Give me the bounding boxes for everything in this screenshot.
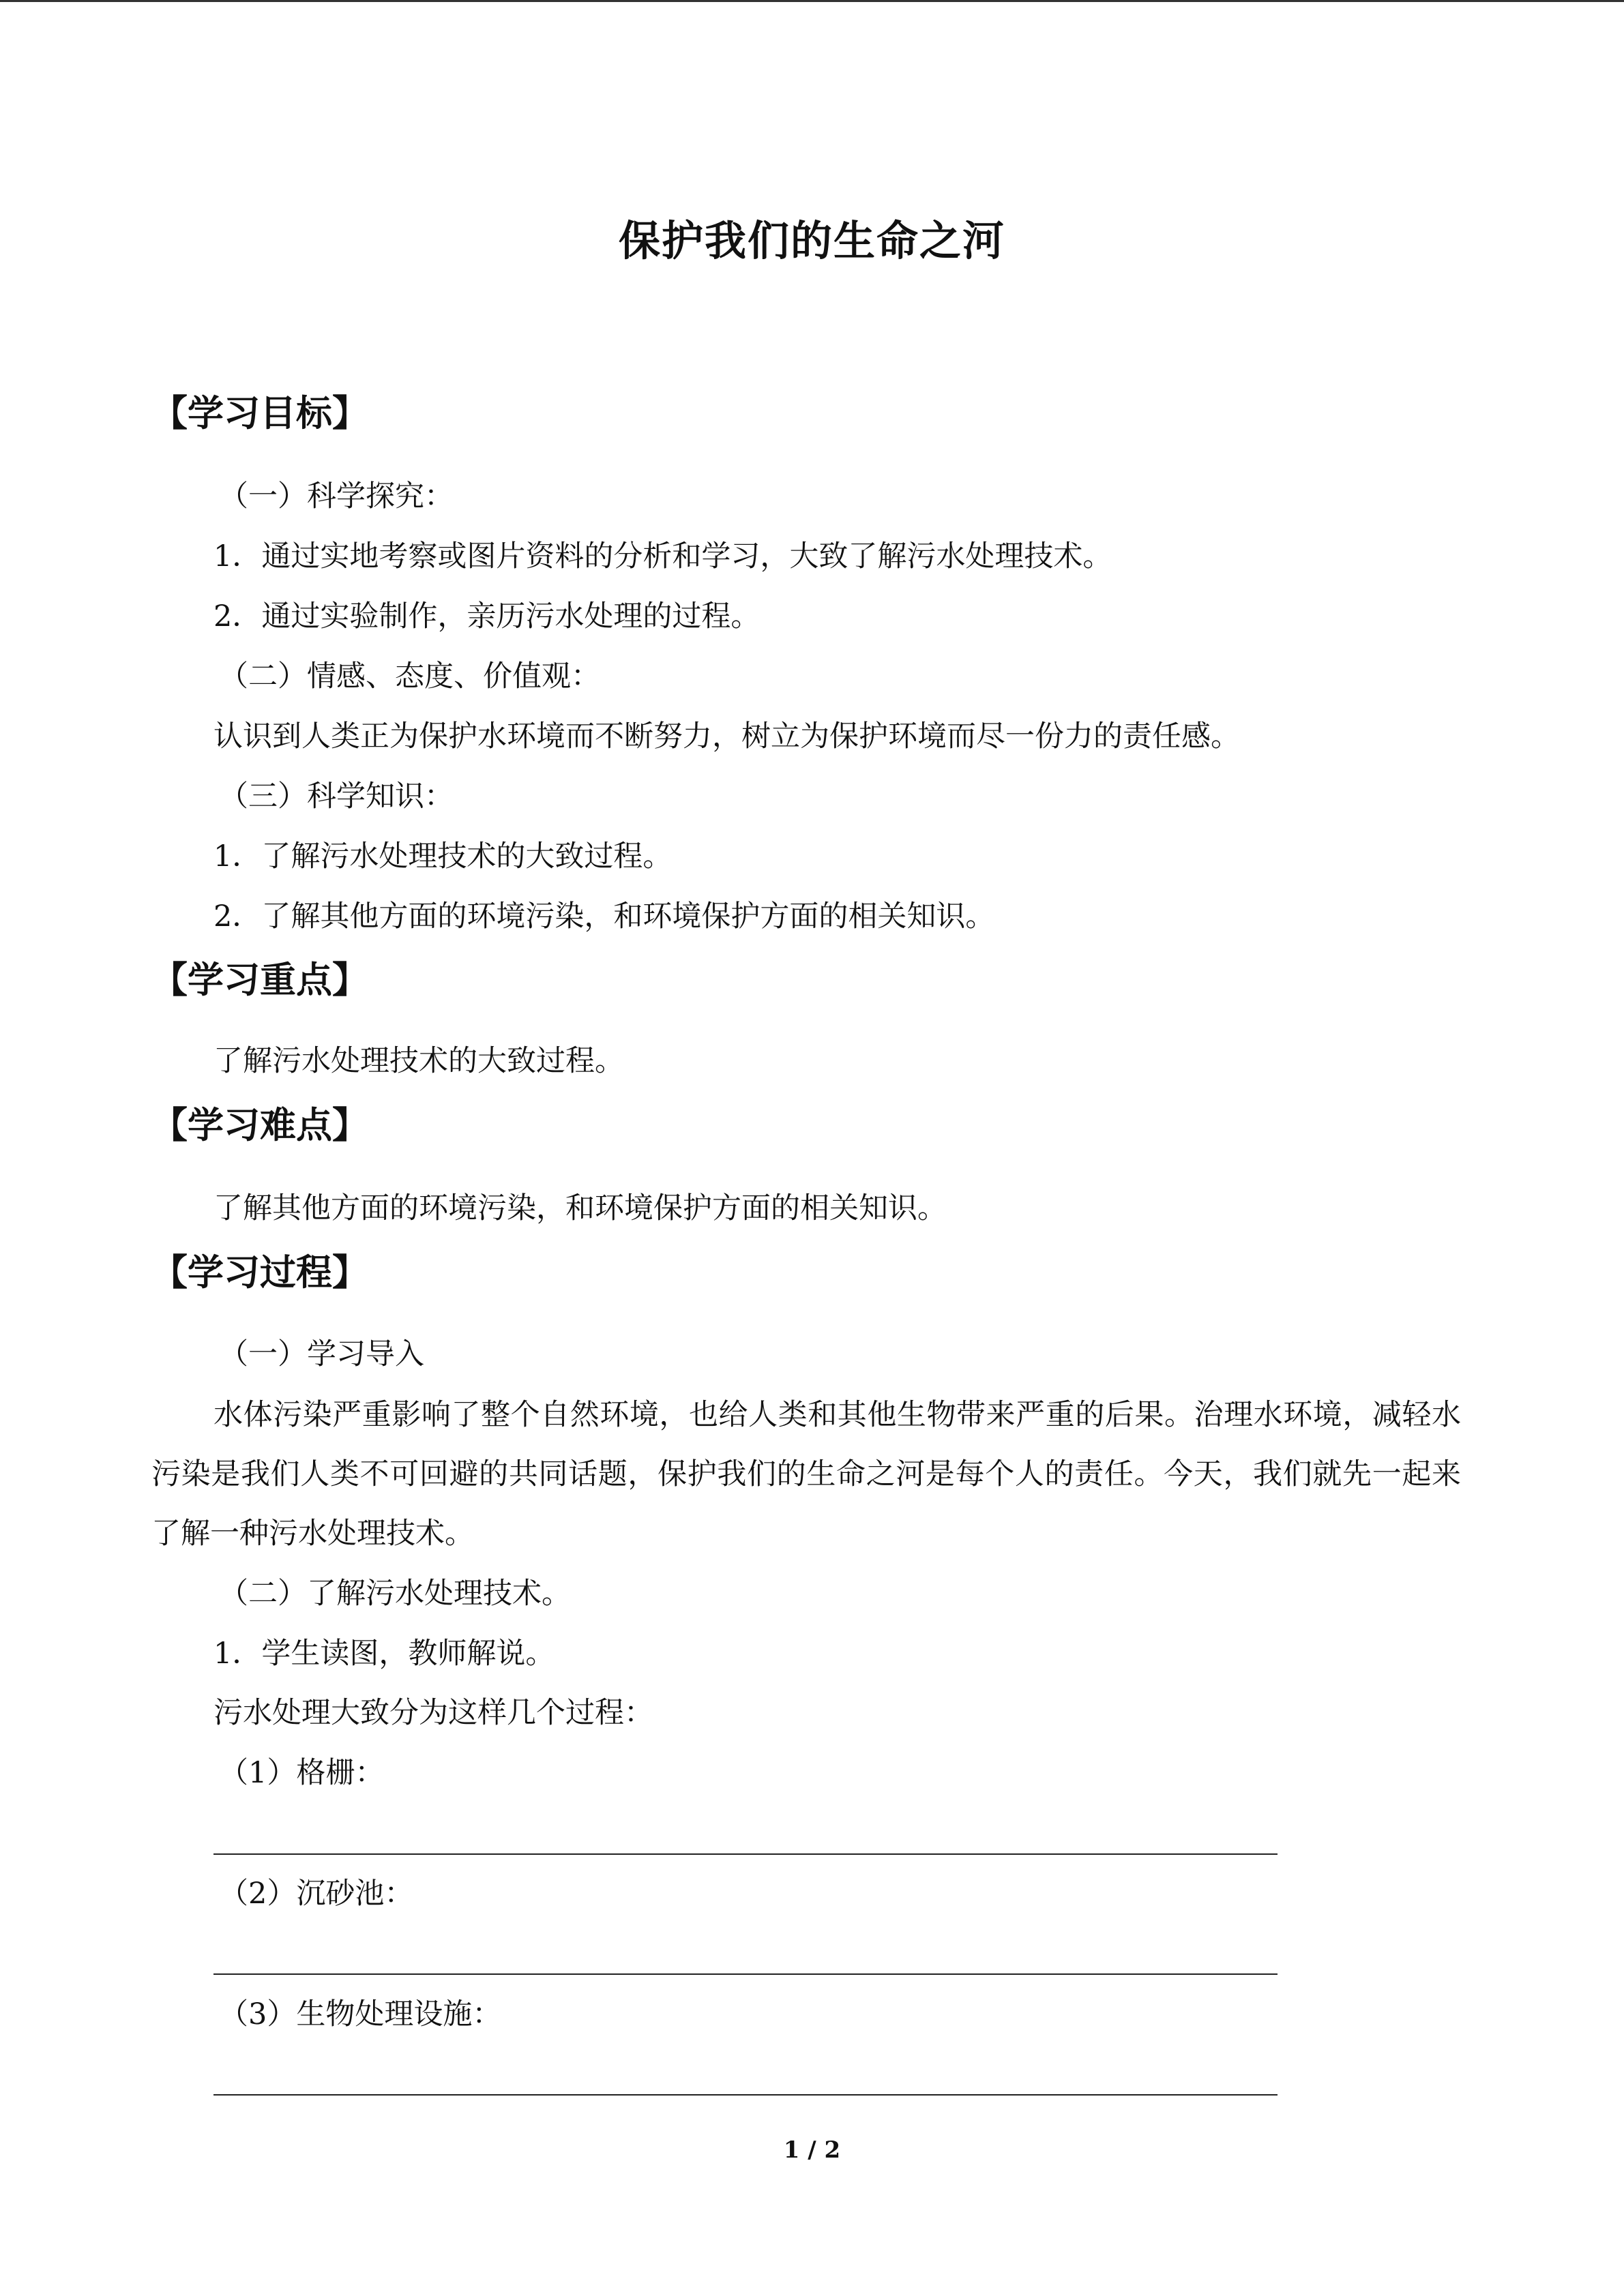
- process-step-3-label: （3）生物处理设施：: [219, 1997, 502, 2031]
- key-points-text: 了解污水处理技术的大致过程。: [213, 1044, 624, 1078]
- goals-inquiry-label: （一）科学探究：: [219, 479, 454, 513]
- goals-knowledge-item-2: 2．了解其他方面的环境污染，和环境保护方面的相关知识。: [213, 899, 995, 934]
- goals-inquiry-item-2: 2．通过实验制作，亲历污水处理的过程。: [213, 599, 761, 633]
- section-heading-difficulties: 【学习难点】: [151, 1105, 368, 1146]
- answer-line-1: [213, 1853, 1278, 1855]
- page-title: 保护我们的生命之河: [618, 217, 1005, 265]
- page-number: 1 / 2: [783, 2136, 841, 2164]
- top-border: [0, 0, 1624, 2]
- goals-emotion-item-1: 认识到人类正为保护水环境而不断努力，树立为保护环境而尽一份力的责任感。: [213, 719, 1240, 754]
- process-step-1-label: （1）格栅：: [219, 1756, 385, 1790]
- section-heading-key-points: 【学习重点】: [151, 959, 368, 1001]
- process-step-2-label: （2）沉砂池：: [219, 1877, 414, 1911]
- goals-emotion-label: （二）情感、态度、价值观：: [219, 659, 600, 694]
- goals-inquiry-item-1: 1．通过实地考察或图片资料的分析和学习，大致了解污水处理技术。: [213, 539, 1112, 573]
- goals-knowledge-item-1: 1．了解污水处理技术的大致过程。: [213, 839, 673, 874]
- section-heading-goals: 【学习目标】: [151, 393, 368, 434]
- process-tech-description: 污水处理大致分为这样几个过程：: [213, 1696, 653, 1730]
- process-intro-paragraph: 水体污染严重影响了整个自然环境，也给人类和其他生物带来严重的后果。治理水环境，减轻水污染是我们人类不可回避的共同话题，保护我们的生命之河是每个人的责任。今天，我们就先一起来了解一种污水处理技术。: [151, 1398, 1461, 1551]
- process-intro-label: （一）学习导入: [219, 1337, 424, 1371]
- goals-knowledge-label: （三）科学知识：: [219, 779, 454, 814]
- section-heading-process: 【学习过程】: [151, 1252, 368, 1294]
- difficulties-text: 了解其他方面的环境污染，和环境保护方面的相关知识。: [213, 1191, 947, 1225]
- answer-line-3: [213, 2094, 1278, 2096]
- answer-line-2: [213, 1973, 1278, 1975]
- process-tech-item-1: 1．学生读图，教师解说。: [213, 1637, 555, 1671]
- process-tech-label: （二）了解污水处理技术。: [219, 1577, 571, 1611]
